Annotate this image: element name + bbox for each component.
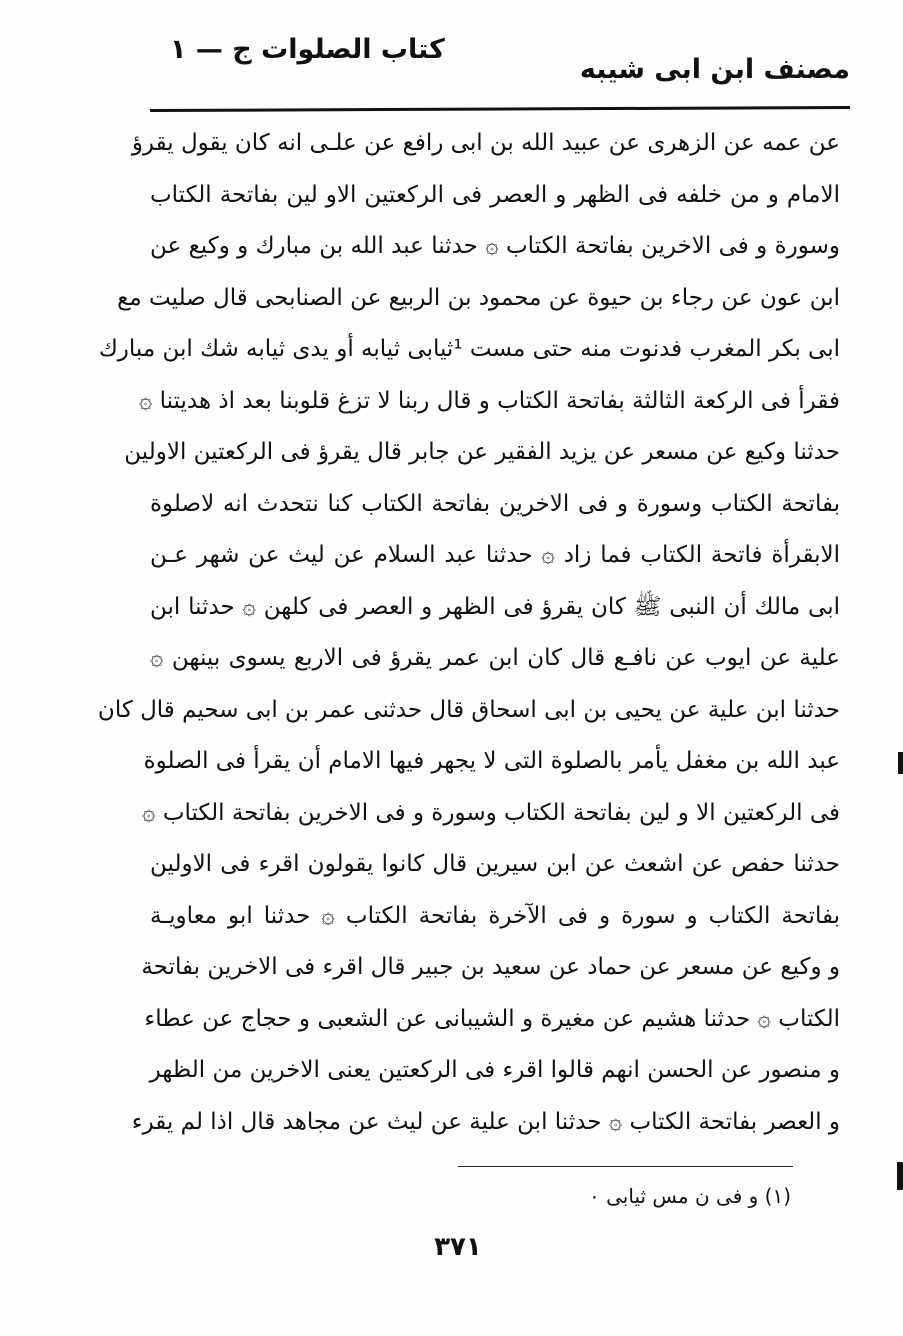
text-line: علية عن ايوب عن نافـع قال كان ابن عمر يقرؤ فى الاربع يسوى بينهن ۞ (150, 645, 840, 671)
text-line: حدثنا ابن علية عن يحيى بن ابى اسحاق قال حدثنى عمر بن ابى سحيم قال كان (97, 696, 840, 723)
text-line: بفاتحة الكتاب وسورة و فى الاخرين بفاتحة الكتاب كنا نتحدث انه لاصلوة (150, 490, 840, 517)
text-line: الابقرأة فاتحة الكتاب فما زاد ۞ حدثنا عبد السلام عن ليث عن شهر عـن (150, 542, 840, 568)
text-line: وسورة و فى الاخرين بفاتحة الكتاب ۞ حدثنا عبد الله بن مبارك و وكيع عن (150, 233, 840, 259)
text-line: ابن عون عن رجاء بن حيوة عن محمود بن الربيع عن الصنابحى قال صليت مع (117, 284, 840, 311)
text-line: عن عمه عن الزهرى عن عبيد الله بن ابى رافع عن علـى انه كان يقول يقرؤ (131, 130, 840, 156)
text-line: فقرأ فى الركعة الثالثة بفاتحة الكتاب و قال ربنا لا تزغ قلوبنا بعد اذ هديتنا ۞ (138, 387, 840, 414)
margin-mark (897, 1162, 903, 1190)
text-line: حدثنا وكيع عن مسعر عن يزيد الفقير عن جابر قال يقرؤ فى الركعتين الاولين (124, 439, 840, 465)
text-line: الامام و من خلفه فى الظهر و العصر فى الركعتين الاو لين بفاتحة الكتاب (150, 181, 840, 208)
text-line: فى الركعتين الا و لين بفاتحة الكتاب وسورة و فى الاخرين بفاتحة الكتاب ۞ (142, 799, 840, 826)
text-line: حدثنا حفص عن اشعث عن ابن سيرين قال كانوا يقولون اقرء فى الاولين (150, 851, 840, 877)
running-header (150, 30, 850, 110)
text-line: و وكيع عن مسعر عن حماد عن سعيد بن جبير قال اقرء فى الاخرين بفاتحة (141, 954, 840, 980)
margin-mark (898, 752, 903, 774)
text-line: عبد الله بن مغفل يأمر بالصلوة التى لا يجهر فيها الامام أن يقرأ فى الصلوة (143, 748, 840, 774)
book-title: مصنف ابن ابى شيبه (579, 54, 850, 85)
footnote-rule (458, 1166, 793, 1167)
text-line: الكتاب ۞ حدثنا هشيم عن مغيرة و الشيبانى عن الشعبى و حجاج عن عطاء (144, 1005, 840, 1032)
footnote: (١) و فى ن مس ثيابى ۰ (589, 1184, 791, 1208)
text-line: و منصور عن الحسن انهم قالوا اقرء فى الركعتين يعنى الاخرين من الظهر (149, 1057, 840, 1083)
text-line: ابى مالك أن النبى ﷺ كان يقرؤ فى الظهر و العصر فى كلهن ۞ حدثنا ابن (150, 593, 840, 620)
main-text (97, 118, 840, 1148)
volume-label: كتاب الصلوات ج — ١ (170, 34, 445, 65)
page-number: ٣٧١ (434, 1232, 482, 1262)
text-line: بفاتحة الكتاب و سورة و فى الآخرة بفاتحة الكتاب ۞ حدثنا ابو معاويـة (150, 902, 840, 929)
text-line: و العصر بفاتحة الكتاب ۞ حدثنا ابن علية عن ليث عن مجاهد قال اذا لم يقرء (131, 1108, 840, 1135)
text-line: ابى بكر المغرب فدنوت منه حتى مست ¹ثيابى ثيابه أو يدى ثيابه شك ابن مبارك (98, 336, 840, 362)
